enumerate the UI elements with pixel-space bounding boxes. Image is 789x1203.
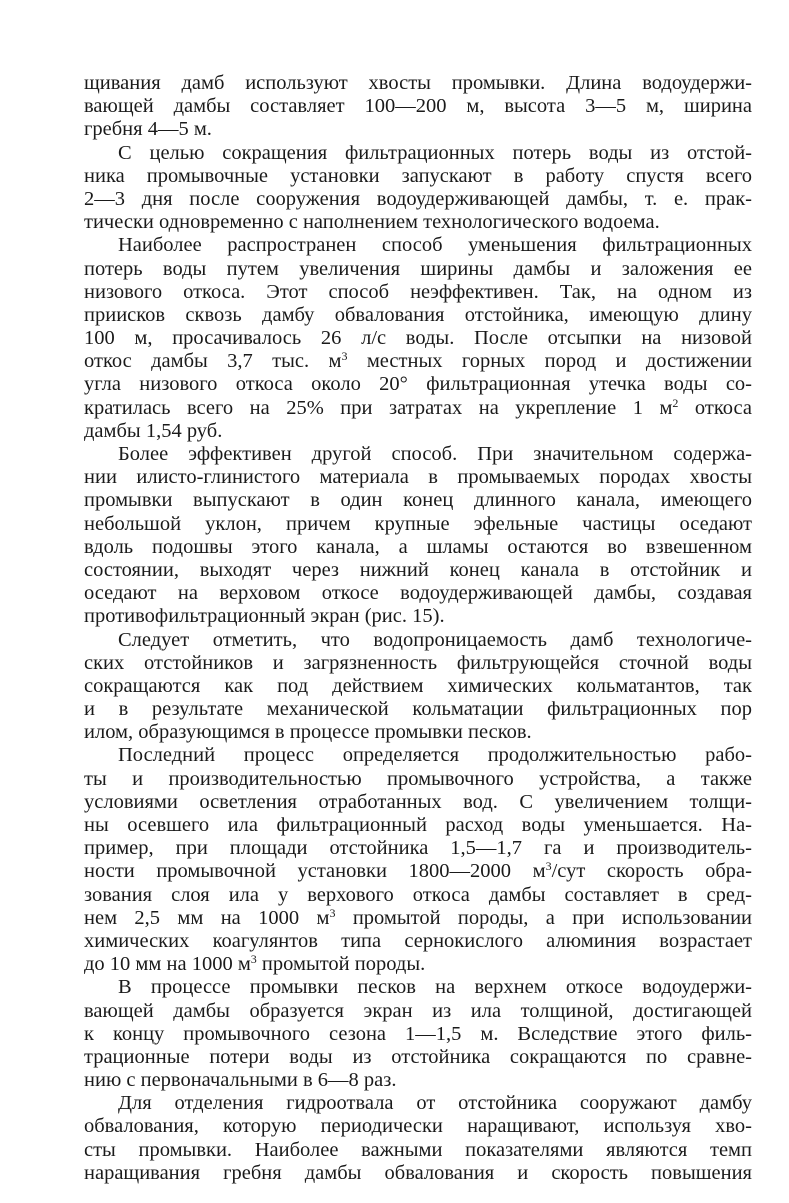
- text-line: вающей дамбы образуется экран из ила толщиной, достигающей: [84, 999, 752, 1022]
- text-line: Более эффективен другой способ. При значительном содержа-: [118, 443, 752, 465]
- text-line: вающей дамбы составляет 100—200 м, высота 3—5 м, ширина: [84, 95, 752, 118]
- text-line: ны осевшего ила фильтрационный расход воды уменьшается. На-: [84, 814, 752, 836]
- text-line: Последний процесс определяется продолжительностью рабо-: [118, 744, 752, 767]
- text-line: ты и производительностью промывочного устройства, а также: [84, 767, 752, 790]
- text-line: приисков сквозь дамбу обвалования отстойника, имеющую длину: [84, 303, 752, 326]
- text-line: дамбы 1,54 руб.: [84, 419, 223, 442]
- text-line: нию с первоначальными в 6—8 раз.: [84, 1069, 397, 1092]
- text-line: до 10 мм на 1000 $м^3$ промытой породы.: [84, 952, 426, 976]
- paragraph: [84, 629, 752, 745]
- text-line: низового откоса. Этот способ неэффективен. Так, на одном из: [84, 280, 752, 303]
- text-line: Следует отметить, что водопроницаемость дамб технологиче-: [118, 628, 752, 651]
- paragraph: [84, 744, 752, 976]
- text-line: ности промывочной установки 1800—2000 $м^3$/сут скорость обра-: [84, 859, 752, 883]
- text-line: условиями осветления отработанных вод. С увеличением толщи-: [84, 790, 752, 813]
- text-line: химических коагулянтов типа сернокислого алюминия возрастает: [84, 929, 752, 952]
- text-line: ника промывочные установки запускают в работу спустя всего: [84, 164, 752, 187]
- text-line: угла низового откоса около 20° фильтрационная утечка воды со-: [84, 373, 752, 396]
- text-line: илом, образующимся в процессе промывки песков.: [84, 721, 532, 744]
- text-line: нии илисто-глинистого материала в промываемых породах хвосты: [84, 466, 752, 489]
- text-line: сокращаются как под действием химических кольматантов, так: [84, 674, 752, 697]
- text-line: С целью сокращения фильтрационных потерь воды из отстой-: [118, 141, 752, 164]
- text-line: и в результате механической кольматации фильтрационных пор: [84, 698, 752, 721]
- text-line: Наиболее распространен способ уменьшения фильтрационных: [118, 234, 752, 257]
- text-line: гребня 4—5 м.: [84, 118, 212, 141]
- text-line: наращивания гребня дамбы обвалования и скорость повышения: [84, 1161, 752, 1184]
- text-line: 2—3 дня после сооружения водоудерживающей дамбы, т. е. прак-: [84, 187, 752, 210]
- text-line: небольшой уклон, причем крупные эфельные частицы оседают: [84, 512, 752, 535]
- document-page: [84, 72, 752, 1185]
- text-line: тически одновременно с наполнением технологического водоема.: [84, 211, 660, 234]
- text-line: щивания дамб используют хвосты промывки. Длина водоудержи-: [84, 72, 752, 94]
- text-line: ских отстойников и загрязненность фильтрующейся сточной воды: [84, 651, 752, 674]
- text-line: оседают на верховом откосе водоудерживающей дамбы, создавая: [84, 582, 752, 605]
- text-line: промывки выпускают в один конец длинного канала, имеющего: [84, 489, 752, 512]
- paragraph: [84, 234, 752, 443]
- paragraph: [84, 976, 752, 1092]
- paragraph: [84, 142, 752, 235]
- text-line: состоянии, выходят через нижний конец канала в отстойник и: [84, 558, 752, 581]
- text-line: противофильтрационный экран (рис. 15).: [84, 605, 445, 628]
- text-line: Для отделения гидроотвала от отстойника сооружают дамбу: [118, 1092, 752, 1115]
- text-line: нем 2,5 мм на 1000 $м^3$ промытой породы, а при использовании: [84, 905, 753, 929]
- text-line: В процессе промывки песков на верхнем откосе водоудержи-: [118, 976, 752, 999]
- text-line: сты промывки. Наиболее важными показателями являются темп: [84, 1138, 752, 1161]
- text-line: потерь воды путем увеличения ширины дамбы и заложения ее: [84, 257, 752, 280]
- paragraph: [84, 72, 752, 142]
- text-line: к концу промывочного сезона 1—1,5 м. Вследствие этого филь-: [84, 1022, 752, 1045]
- text-line: кратилась всего на 25% при затратах на укрепление 1 $м^2$ откоса: [84, 395, 752, 419]
- text-line: обвалования, которую периодически наращивают, используя хво-: [84, 1115, 752, 1138]
- text-line: вдоль подошвы этого канала, а шламы остаются во взвешенном: [84, 535, 752, 558]
- paragraph: [84, 1092, 752, 1185]
- text-line: откос дамбы 3,7 тыс. $м^3$ местных горных пород и достижении: [84, 349, 752, 373]
- text-line: трационные потери воды из отстойника сокращаются по сравне-: [84, 1045, 752, 1068]
- text-line: зования слоя ила у верхового откоса дамбы составляет в сред-: [84, 883, 752, 906]
- paragraph: [84, 443, 752, 629]
- text-line: 100 м, просачивалось 26 л/с воды. После отсыпки на низовой: [84, 327, 752, 350]
- text-line: пример, при площади отстойника 1,5—1,7 га и производитель-: [84, 837, 752, 860]
